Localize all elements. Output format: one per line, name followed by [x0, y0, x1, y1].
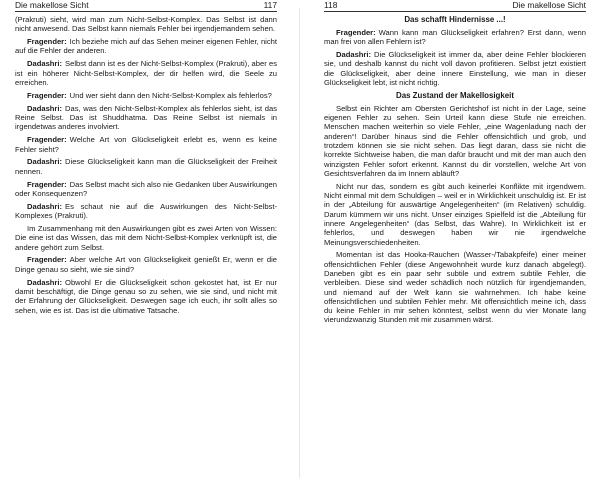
paragraph-text: Welche Art von Glückseligkeit erlebt es, wenn es keine Fehler sieht?	[15, 135, 277, 154]
speaker-label: Fragender:	[27, 37, 67, 47]
speaker-label: Dadashri:	[27, 103, 63, 113]
speaker-label: Dadashri:	[336, 50, 372, 60]
speaker-label: Fragender:	[27, 90, 67, 100]
paragraph	[324, 104, 586, 178]
speaker-label: Fragender:	[27, 135, 67, 145]
left-page	[15, 0, 277, 318]
right-page	[324, 0, 586, 328]
section-heading: Das Zustand der Makellosigkeit	[396, 90, 514, 100]
paragraph	[15, 135, 277, 154]
paragraph-text: Nicht nur das, sondern es gibt auch keinerlei Konflikte mit irgendwem. Nicht einmal mit dem Schuldigen – weil er in Wirklichkeit unschuldig ist. Er ist in der „Abteilung für auswärtige Angelegenheiten“ (im Relativen) schuldig. Darum kümmern wir uns nicht. Unser einziges Spielfeld ist die „Abteilung für innere Angelegenheiten“ (das Selbst, das Wahre). In Wirklichkeit ist er fehlerlos, und deswegen haben wir nie irgendwelche Meinungsverschiedenheiten.	[324, 181, 586, 247]
page-gutter	[299, 8, 300, 478]
right-page-number: 118	[324, 0, 338, 10]
paragraph	[15, 202, 277, 221]
paragraph-text: Diese Glückseligkeit kann man die Glückseligkeit der Freiheit nennen.	[15, 157, 277, 176]
speaker-label: Dadashri:	[27, 277, 63, 287]
paragraph-text: (Prakruti) sieht, wird man zum Nicht-Selbst-Komplex. Das Selbst ist dann nicht anwesend. Das Selbst kann niemals Fehler bei irgendjemandem sehen.	[15, 15, 277, 34]
paragraph	[324, 28, 586, 47]
paragraph-text: Die Glückseligkeit ist immer da, aber deine Fehler blockieren sie, und deshalb kannst du nicht voll davon profitieren. Selbst jetzt existiert die Glückseligkeit, aber deine innere Einstellung, wie man in dieser Glückseligkeit lebt, ist nicht richtig.	[324, 50, 586, 87]
speaker-label: Fragender:	[27, 179, 67, 189]
paragraph-text: Selbst dann ist es der Nicht-Selbst-Komplex (Prakruti), aber es ist ein höherer Nicht-Selbst-Komplex, der dir helfen wird, die Seele zu erreichen.	[15, 59, 277, 87]
speaker-label: Fragender:	[27, 255, 67, 265]
paragraph-text: Wann kann man Glückseligkeit erfahren? Erst dann, wenn man frei von allen Fehlern ist?	[324, 27, 586, 47]
paragraph-text: Aber welche Art von Glückseligkeit genießt Er, wenn er die Dinge genau so sieht, wie sie sind?	[15, 255, 277, 274]
paragraph	[15, 91, 277, 100]
left-page-number: 117	[263, 0, 277, 10]
paragraph-text: Und wer sieht dann den Nicht-Selbst-Komplex als fehlerlos?	[69, 90, 272, 100]
paragraph	[15, 59, 277, 87]
paragraph	[15, 15, 277, 34]
paragraph-text: Ich beziehe mich auf das Sehen meiner eigenen Fehler, nicht auf die Fehler der anderen.	[15, 37, 277, 56]
paragraph-text: Selbst ein Richter am Obersten Gerichtshof ist nicht in der Lage, seine eigenen Fehler zu sehen. Sein Urteil kann diese Stufe nie erreichen. Menschen machen weiterhin so viele Fehler, „eine Wagenladung nach der anderen“! Darüber hinaus sind die Fehler offensichtlich und grob, und trotzdem können sie sie nicht sehen. Das liegt daran, dass sie nicht die korrekte Sichtweise haben, die man dafür braucht und mit der man auch den winzigsten Fehler sofort erkennt. Kannst du dir vorstellen, welche Art von Gesichtsverfahren da im Innern abläuft?	[324, 103, 586, 178]
paragraph	[15, 37, 277, 56]
left-header-rule	[15, 11, 277, 12]
paragraph	[15, 224, 277, 252]
paragraph	[15, 104, 277, 132]
paragraph-text: Es schaut nie auf die Auswirkungen des Nicht-Selbst-Komplexes (Prakruti).	[15, 201, 277, 221]
paragraph-text: Das Selbst macht sich also nie Gedanken über Auswirkungen oder Konsequenzen?	[15, 179, 277, 198]
paragraph	[15, 255, 277, 274]
left-page-header	[15, 0, 277, 11]
speaker-label: Dadashri:	[27, 59, 63, 69]
right-page-body	[324, 15, 586, 325]
paragraph-text: Das, was den Nicht-Selbst-Komplex als fehlerlos sieht, ist das Reine Selbst. Das ist Shuddhatma. Das Reine Selbst ist niemals in irgendetwas anderes involviert.	[15, 103, 277, 132]
speaker-label: Dadashri:	[27, 201, 63, 211]
section-heading: Das schafft Hindernisse ...!	[404, 15, 506, 24]
right-header-rule	[324, 11, 586, 12]
speaker-label: Dadashri:	[27, 157, 63, 167]
left-page-body	[15, 15, 277, 315]
paragraph-text: Im Zusammenhang mit den Auswirkungen gibt es zwei Arten von Wissen: Die eine ist das Wissen, das mit dem Nicht-Selbst-Komplex verknüpft ist, die andere gehört zum Selbst.	[15, 223, 277, 252]
left-header-title: Die makellose Sicht	[15, 0, 89, 10]
paragraph-text: Obwohl Er die Glückseligkeit schon gekostet hat, ist Er nur damit beschäftigt, die Dinge genau so zu sehen, wie sie sind, und nicht mit der Erfahrung der Glückseligkeit. Deswegen sage ich euch, ihr sollt alles so sehen, wie es ist. Das ist die ultimative Tatsache.	[15, 277, 277, 315]
right-page-header	[324, 0, 586, 11]
paragraph	[15, 180, 277, 199]
right-header-title: Die makellose Sicht	[512, 0, 586, 10]
paragraph	[324, 182, 586, 247]
paragraph	[324, 50, 586, 87]
paragraph-text: Momentan ist das Hooka-Rauchen (Wasser-/Tabakpfeife) einer meiner offensichtlichen Fehler (diese Angewohnheit wurde kurz danach abgelegt). Daneben gibt es ein paar sehr subtile und extrem subtile Fehler, die verbleiben. Diese sind weder schädlich noch nützlich für irgendjemanden, und niemand auf der Welt kann sie wahrnehmen. Ich habe keine offensichtlichen und subtilen Fehler mehr. Mit offensichtlich meine ich, dass du keine Fehler in mir sehen könntest, selbst wenn du vier Monate lang vierundzwanzig Stunden mit mir zusammen wärst.	[324, 250, 586, 325]
paragraph	[324, 250, 586, 324]
paragraph	[15, 278, 277, 315]
paragraph	[15, 157, 277, 176]
speaker-label: Fragender:	[336, 27, 376, 37]
